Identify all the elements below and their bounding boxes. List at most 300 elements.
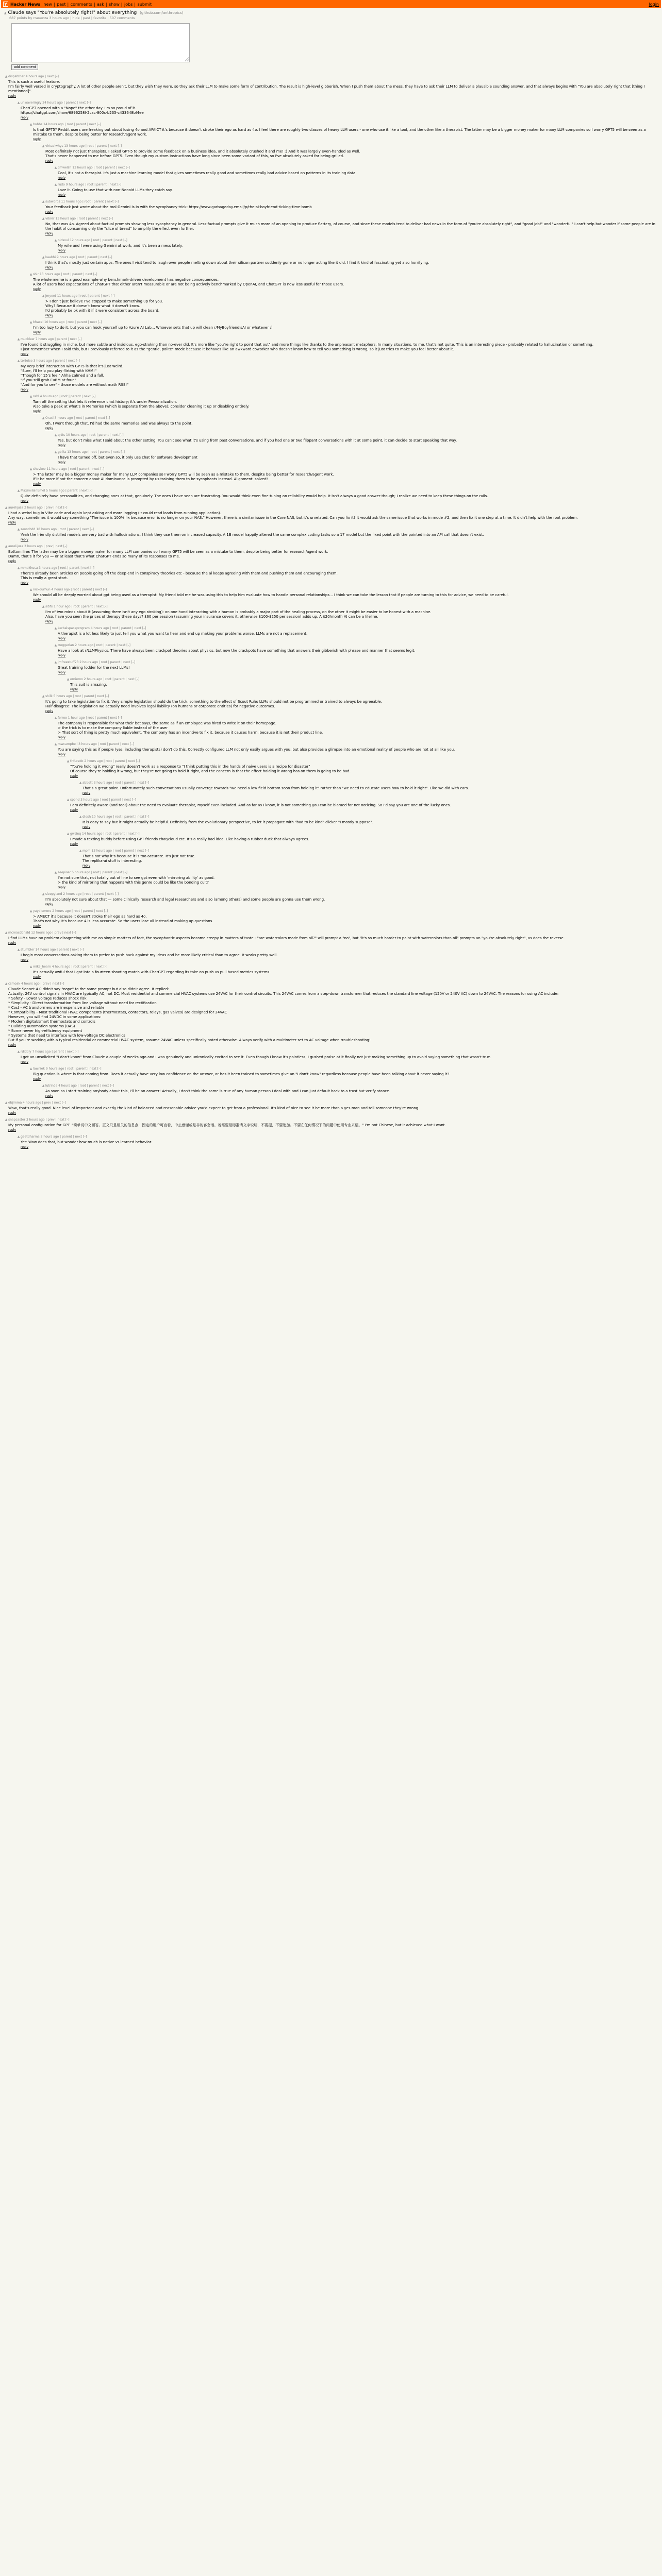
- comment: [4, 73, 658, 99]
- upvote-icon[interactable]: ▲: [42, 605, 45, 608]
- reply-link[interactable]: reply: [58, 444, 66, 447]
- upvote-icon[interactable]: ▲: [5, 545, 8, 548]
- comment-meta[interactable]: shilk 5 hours ago | root | parent | next [–]: [45, 694, 109, 698]
- reply-link[interactable]: reply: [45, 903, 54, 906]
- comment-text: That's a great point. Unfortunately such conversations usually converge towards "we need a low field bottom soon from holding it" rather than "we need to educate users how to hold it right". Like we did with cars.: [82, 786, 469, 790]
- upvote-icon[interactable]: ▲: [17, 489, 20, 493]
- comment: [4, 1116, 658, 1133]
- comment-body: [45, 605, 658, 623]
- nav-ask[interactable]: ask: [97, 2, 104, 7]
- reply-link[interactable]: reply: [70, 842, 78, 846]
- upvote-icon[interactable]: ▲: [5, 506, 8, 510]
- comment-body: [33, 273, 658, 291]
- comment-meta[interactable]: yaydlemore 2 hours ago | root | parent | next [–]: [33, 909, 108, 913]
- comment: [4, 181, 658, 198]
- story-domain[interactable]: (github.com/anthropics): [140, 11, 184, 15]
- comment-text: My personal configuration for GPT: "简单说中文回答。正文只是相关的信息点，固定的用户可查看，中止感谢或是非的客套话。若需要最标准请文字说明，不要提，不要追加。不要在任何情况下的问题中使用专业术语。" I'm not Chinese, but it achieved what I want.: [8, 1123, 446, 1127]
- reply-link[interactable]: reply: [21, 499, 29, 503]
- upvote-icon[interactable]: ▲: [54, 450, 57, 454]
- comment-meta[interactable]: erniemo 2 hours ago | root | parent | next [–]: [70, 677, 140, 681]
- comment: [4, 319, 658, 336]
- comment-meta[interactable]: bhaxel 10 hours ago | root | parent | next [–]: [33, 320, 102, 324]
- comment-body: [21, 566, 658, 585]
- upvote-icon[interactable]: ▲: [5, 1118, 8, 1122]
- upvote-icon[interactable]: ▲: [79, 815, 82, 819]
- comment-meta[interactable]: shevkov 11 hours ago | root | parent | next [–]: [33, 467, 105, 471]
- upvote-icon[interactable]: ▲: [29, 588, 32, 591]
- reply-link[interactable]: reply: [8, 1128, 16, 1132]
- nav-separator: |: [121, 2, 123, 7]
- upvote-icon[interactable]: ▲: [29, 1067, 32, 1071]
- comment-meta[interactable]: qrtts 10 hours ago | root | parent | next [–]: [58, 433, 124, 437]
- comment-body: [21, 359, 658, 392]
- comment: [4, 908, 658, 929]
- comment: [4, 715, 658, 741]
- upvote-icon[interactable]: ▲: [5, 1101, 8, 1105]
- comment: [4, 741, 658, 758]
- reply-link[interactable]: reply: [82, 791, 91, 795]
- reply-link[interactable]: reply: [58, 753, 66, 756]
- comment-text: Quite definitely have personalities, and changing ones at that, genuinely. The ones I have seen are frustrating. You would think even fine-tuning on reliability would help. It isn't always a good answer though; I realize we need to keep these things on the rails.: [21, 494, 488, 498]
- comment-meta[interactable]: sitifs 1 hour ago | root | parent | next [–]: [45, 605, 108, 608]
- comment-text: Wow, that's really good. Nice level of important and exactly the kind of balanced and reasonable advice you'd expect to get from a professional. It's kind of nice to see it be more than a yes-man and tell someone they're wrong.: [8, 1106, 420, 1110]
- comment-meta[interactable]: aurelijusa 2 hours ago | prev | next [–]: [8, 506, 68, 510]
- comment-meta[interactable]: mmakhusa 3 hours ago | root | parent | next [–]: [21, 566, 94, 570]
- comment-body: [45, 200, 658, 214]
- comment-meta[interactable]: mcmacdonald 12 hours ago | prev | next [–]: [8, 931, 76, 935]
- comment-text: I begin most conversations asking them to prefer to push back against my ideas and be more likely critical than to agree. It works pretty well.: [21, 953, 278, 957]
- comment-text: Bottom line: The latter may be a bigger money maker for many LLM companies so I worry GPT5 will be seen as a mistake to them, despite being better for research/agent work. Damn, that's it for you — or at least that's what ChatGPT ends so many of its responses to me.: [8, 550, 328, 558]
- top-bar: [1, 0, 661, 8]
- upvote-icon[interactable]: ▲: [54, 871, 57, 874]
- comment-text: Claude Sonnet 4.0 didn't say "nope" to the same prompt but also didn't agree. It replied: Actually, 24V control signals in HVAC are typically AC, not DC. Most residential and commercial HVAC systems use 24VAC for their control circuits. This 24VAC comes from a step-down transformer that reduces the standard line voltage (120V or 240V AC) down to 24VAC. The reasons for using AC include: * Safety - Lower voltage reduces shock risk * Simplicity - Direct transformation from line voltage without need for rectification * Cost - AC transformers are inexpensive and reliable * Compatibility - Most traditional HVAC components (thermostats, contactors, relays, gas valves) are designed for 24VAC However, you will find 24VDC in some applications: * Modern digital/smart thermostats and controls * Building automation systems (BAS) * Some newer high-efficiency equipment * Systems that need to interface with low-voltage DC electronics But if you're working with a typical residential or commercial HVAC system, assume 24VAC unless specifically noted otherwise. Always verify with a multimeter set to AC voltage when troubleshooting!: [8, 987, 559, 1042]
- comment-text: It is easy to say but it might actually be helpful. Definitely from the evolutionary perspective, to let it propagate with "bad to be kind" clicker "I mostly suppose".: [82, 820, 373, 824]
- comment-text: Yet: Wow does that, but wonder how much is native vs learned behavior.: [21, 1140, 152, 1144]
- comment: [4, 796, 658, 814]
- nav-jobs[interactable]: jobs: [124, 2, 133, 7]
- nav-separator: |: [67, 2, 69, 7]
- upvote-icon[interactable]: ▲: [29, 320, 32, 324]
- comment: [4, 642, 658, 659]
- comment-body: [8, 75, 658, 98]
- upvote-icon[interactable]: ▲: [67, 677, 70, 681]
- upvote-icon[interactable]: ▲: [29, 965, 32, 969]
- comment-meta[interactable]: mpm 13 hours ago | root | parent | next [–]: [82, 849, 149, 853]
- reply-link[interactable]: reply: [58, 461, 66, 464]
- reply-link[interactable]: reply: [70, 808, 78, 812]
- nav-separator: |: [93, 2, 95, 7]
- reply-link[interactable]: reply: [33, 410, 41, 413]
- comment-text: No, that was 4o. Agreed about factual prompts showing less sycophancy in general. Less-factual prompts give it much more of an opening to produce flattery, of course, and since these models tend to deliver bad news in the form of "you're absolutely right", and "good job!" and "wonderful" I can't help but wonder if some people are in the habit of consuming only the "slice of bread" to amplify the effect even further.: [45, 222, 657, 231]
- comment-text: A therapist is a lot less likely to just tell you what you want to hear and end up making your problems worse. LLMs are not a replacement.: [58, 632, 308, 636]
- upvote-icon[interactable]: ▲: [67, 759, 70, 763]
- comment: [4, 336, 658, 358]
- comment-body: [45, 294, 658, 317]
- comment-body: [33, 123, 658, 141]
- reply-link[interactable]: reply: [8, 94, 16, 98]
- comment-text: Yes, but don't miss what I said about the other setting. You can't see what it's using from past conversations, and if you had one or two flippant conversations with it at some point, it can decide to start speaking that way.: [58, 438, 457, 443]
- comment-meta[interactable]: shir 13 hours ago | root | parent | next [–]: [33, 273, 97, 276]
- comment-body: [33, 909, 658, 928]
- upvote-icon[interactable]: ▲: [17, 566, 20, 570]
- comment-text: Is that GPT5? Reddit users are freaking out about losing 4o and AFAICT it's because it doesn't stroke their ego as hard as 4o. I feel there are roughly two classes of heavy LLM users - one who use it like a tool, and the other like a therapist. The latter may be a bigger money maker for many LLM companies so I worry GPT5 will be seen as a mistake to them, despite being better for research/agent work.: [33, 128, 647, 137]
- comment-body: [45, 217, 658, 235]
- comment-meta[interactable]: sleepyland 2 hours ago | root | parent | next [–]: [45, 892, 119, 896]
- reply-link[interactable]: reply: [45, 210, 54, 214]
- comment: [4, 393, 658, 415]
- upvote-icon[interactable]: ▲: [17, 1050, 20, 1054]
- upvote-icon[interactable]: ▲: [54, 643, 57, 647]
- comment-body: [33, 467, 658, 486]
- reply-link[interactable]: reply: [45, 159, 54, 163]
- upvote-icon[interactable]: ▲: [29, 273, 32, 276]
- comment-meta[interactable]: gblitz 13 hours ago | root | parent | next [–]: [58, 450, 125, 454]
- comment-meta[interactable]: jmfreestuff23 2 hours ago | root | parent | next [–]: [58, 660, 136, 664]
- comment: [4, 254, 658, 271]
- comment-body: [21, 528, 658, 541]
- upvote-icon[interactable]: ▲: [54, 166, 57, 170]
- upvote-icon[interactable]: ▲: [17, 359, 20, 363]
- comment-meta[interactable]: rdiddly 7 hours ago | parent | next [–]: [21, 1050, 79, 1054]
- comment-body: [8, 931, 658, 945]
- upvote-icon[interactable]: ▲: [42, 200, 45, 204]
- comment-text: I got an unsolicited "I don't know" from Claude a couple of weeks ago and I was genuinely and unironically excited to see it. Even though I know it's pointless, I gushed praise at it finally not just making something up to avoid saying something that wasn't true.: [21, 1055, 491, 1059]
- comment-body: [8, 1118, 658, 1132]
- upvote-icon[interactable]: ▲: [79, 781, 82, 785]
- comment-text: This is such a useful feature. I'm fairly well versed in cryptography. A lot of other people aren't, but they wish they were, so they ask their LLM to make some form of contribution. The result is high-level gibberish. When I push them about the mess, they have to ask their LLM to deliver a plausible sounding answer, and that always begins with "You are absolutely right that [thing I mentioned]".: [8, 80, 645, 93]
- comment-body: [8, 506, 658, 524]
- comment-body: [33, 1067, 658, 1081]
- upvote-icon[interactable]: ▲: [42, 256, 45, 259]
- comment-text: I find LLMs have no problem disagreeing with me on simple matters of fact, the sycophantic aspects become creepy in matters of taste - "are watercolors made from oil?" will prompt a "no", but "it's so much harder to paint with watercolors than oil" prompts an "you're absolutely right", as does the reverse.: [8, 936, 565, 940]
- comment-body: [58, 626, 658, 640]
- comment-body: [82, 849, 658, 868]
- comment-body: [58, 643, 658, 657]
- comment: [4, 1133, 658, 1150]
- reply-link[interactable]: reply: [70, 774, 78, 778]
- comment-meta[interactable]: stumbler 14 hours ago | parent | next [–]: [21, 948, 84, 952]
- comment: [4, 99, 658, 121]
- upvote-icon[interactable]: ▲: [4, 11, 7, 15]
- reply-link[interactable]: reply: [21, 352, 29, 356]
- comment-text: I'm not sure that, not totally out of line to see gpt even with 'mirroring ability' as good. > the kind of mirroring that happens with this genre could be like the bonding cult?: [58, 876, 215, 885]
- comment: [4, 432, 658, 449]
- upvote-icon[interactable]: ▲: [17, 1135, 20, 1139]
- comment-meta[interactable]: ferroo 1 hour ago | root | parent | next [–]: [58, 716, 122, 720]
- reply-link[interactable]: reply: [21, 1145, 29, 1149]
- comment: [4, 676, 658, 693]
- reply-link[interactable]: reply: [8, 560, 16, 563]
- upvote-icon[interactable]: ▲: [54, 433, 57, 437]
- story-title[interactable]: Claude says "You're absolutely right!" about everything: [8, 10, 137, 15]
- upvote-icon[interactable]: ▲: [5, 931, 8, 935]
- reply-link[interactable]: reply: [58, 886, 66, 889]
- comment-body: [21, 1135, 658, 1149]
- reply-link[interactable]: reply: [33, 482, 41, 486]
- comment-meta[interactable]: rahl 4 hours ago | root | parent | next [–]: [33, 395, 96, 398]
- comment-meta[interactable]: abbott 3 hours ago | root | parent | next [–]: [82, 781, 150, 785]
- comment-meta[interactable]: geetdharma 2 hours ago | parent | next [–]: [21, 1135, 87, 1139]
- reply-link[interactable]: reply: [45, 427, 54, 430]
- reply-link[interactable]: reply: [45, 620, 54, 623]
- upvote-icon[interactable]: ▲: [29, 909, 32, 913]
- comment-body: [82, 781, 658, 795]
- comment: [4, 466, 658, 487]
- upvote-icon[interactable]: ▲: [42, 217, 45, 221]
- comment-text: Turn off the setting that lets it reference chat history; it's under Personalization. Also take a peek at what's in Memories (which is separate from the above); consider cleaning it up or disabling entirely.: [33, 400, 250, 409]
- comment-text: Big question is where is that coming from. Does it actually have very low confidence on the answer, or has it been trained to sometimes give an "I don't know" regardless because people have been talking about it never saying it?: [33, 1072, 450, 1076]
- upvote-icon[interactable]: ▲: [54, 742, 57, 746]
- comment-meta[interactable]: rudo 9 hours ago | root | parent | next [–]: [58, 183, 122, 187]
- reply-link[interactable]: reply: [33, 598, 41, 602]
- comment: [4, 946, 658, 963]
- comment-text: > The latter may be a bigger money maker for many LLM companies so I worry GPT5 will be seen as a mistake to them, despite being better for research/agent work. If it be more if not the concern about AI dominance is prompted by us training them to be sycophants instead. Alignment: solved!: [33, 472, 334, 481]
- comment: [4, 449, 658, 466]
- comment-meta[interactable]: thfuredo 2 hours ago | root | parent | next [–]: [70, 759, 140, 763]
- comment-meta[interactable]: MaximilianEmel 5 hours ago | parent | next [–]: [21, 489, 93, 493]
- comment: [4, 929, 658, 946]
- upvote-icon[interactable]: ▲: [54, 183, 57, 187]
- comment-body: [58, 183, 658, 197]
- comment-meta[interactable]: cmwelsh 13 hours ago | root | parent | next [–]: [58, 166, 130, 170]
- comment-meta[interactable]: subwords 11 hours ago | root | parent | next [–]: [45, 200, 119, 204]
- nav-separator: |: [53, 2, 55, 7]
- reply-link[interactable]: reply: [58, 654, 66, 657]
- upvote-icon[interactable]: ▲: [67, 798, 70, 802]
- upvote-icon[interactable]: ▲: [67, 832, 70, 836]
- reply-link[interactable]: reply: [33, 331, 41, 334]
- comment: [4, 963, 658, 980]
- upvote-icon[interactable]: ▲: [5, 982, 8, 986]
- reply-link[interactable]: reply: [58, 249, 66, 252]
- reply-link[interactable]: reply: [70, 688, 78, 691]
- comment-body: [33, 588, 658, 602]
- upvote-icon[interactable]: ▲: [42, 294, 45, 298]
- reply-link[interactable]: reply: [8, 1111, 16, 1115]
- comment-meta[interactable]: csmoak 4 hours ago | prev | next [–]: [8, 982, 64, 986]
- comment-text: Love it. Going to use that with non-Nonoid LLMs they catch say.: [58, 188, 173, 192]
- reply-link[interactable]: reply: [8, 521, 16, 524]
- comment-text: The whole meme is a good example why benchmark-driven development has negative consequences. A lot of users had expectations of ChatGPT that either aren't measurable or are not being actively benchmarked by OpenAI, and ChatGPT is now less useful for those users.: [33, 278, 344, 286]
- comment-text: Cool, it's not a therapist. It's just a machine learning model that gives sometimes really good and sometimes really bad advice based on patterns in its training data.: [58, 171, 357, 175]
- comment-body: [33, 395, 658, 413]
- comment-meta[interactable]: virtualwhys 13 hours ago | root | parent | next [–]: [45, 144, 122, 148]
- reply-link[interactable]: reply: [33, 924, 41, 928]
- comment-meta[interactable]: lawniek 9 hours ago | root | parent | next [–]: [33, 1067, 102, 1071]
- reply-link[interactable]: reply: [58, 671, 66, 674]
- comment-meta[interactable]: ebjimma 4 hours ago | prev | next [–]: [8, 1101, 66, 1105]
- comment: [4, 198, 658, 215]
- comment-body: [58, 166, 658, 180]
- upvote-icon[interactable]: ▲: [29, 395, 32, 398]
- comment-thread: [1, 71, 661, 1153]
- comment: [4, 891, 658, 908]
- comment-text: > I don't just believe I've stopped to make something up for you. Why? Because it doesn't know what it doesn't know. I'd probably be ok with it if it were consistent across the board.: [45, 299, 163, 313]
- site-title[interactable]: Hacker News: [10, 2, 41, 7]
- reply-link[interactable]: reply: [33, 975, 41, 979]
- upvote-icon[interactable]: ▲: [42, 416, 45, 420]
- reply-link[interactable]: reply: [8, 941, 16, 945]
- reply-link[interactable]: reply: [58, 736, 66, 739]
- comment-meta[interactable]: dispatcher 4 hours ago | next [–]: [8, 75, 59, 78]
- nav-separator: |: [105, 2, 107, 7]
- reply-link[interactable]: reply: [33, 1077, 41, 1081]
- comment-text: I made a texting buddy before using GPT friends chat/cloud etc. It's a really bad idea. Like having a rubber duck that always agrees.: [70, 837, 309, 841]
- comment-form: [11, 23, 658, 70]
- upvote-icon[interactable]: ▲: [42, 144, 45, 148]
- reply-link[interactable]: reply: [33, 287, 41, 291]
- nav-past[interactable]: past: [57, 2, 66, 7]
- upvote-icon[interactable]: ▲: [42, 694, 45, 698]
- comment-meta[interactable]: zeuschdd 18 hours ago | root | parent | next [–]: [21, 528, 94, 531]
- comment-body: [70, 798, 658, 812]
- comment-body: [21, 101, 658, 120]
- comment: [4, 237, 658, 254]
- comment-meta[interactable]: nickdurhun 4 hours ago | root | parent | next [–]: [33, 588, 107, 591]
- comment-text: We should all be deeply worried about gpt being used as a therapist. My friend told me he was using this to help him evaluate how to handle personal relationships... I think we can take the lesson that if people are turning to this for advice, we need to be careful.: [33, 593, 509, 597]
- comment-meta[interactable]: mucklew 7 hours ago | parent | next [–]: [21, 337, 82, 341]
- comment-body: [21, 1050, 658, 1064]
- upvote-icon[interactable]: ▲: [79, 849, 82, 853]
- comment-text: My very brief interaction with GPT5 is that it's just weird. "Sure, I'll help you play flirting with KHM!" "Though for 15's fee," Ahha calmed and a fall. "If you still grab EuRM at four." "And for you to see" - those models are without math RSS!": [21, 364, 129, 387]
- comment-text: I'm absolutely not sure about that — some clinically research and legal researchers and also (among others) and some people are gonna use them wrong.: [45, 897, 325, 902]
- comment-text: That's not why it's because it is too accurate. It's just not true. The replika-ai stuff is interesting.: [82, 854, 195, 863]
- comment: [4, 693, 658, 715]
- comment-text: Oh, I went through that. I'd had the same memories and was always to the point.: [45, 421, 193, 426]
- comment-meta[interactable]: kaabhi 9 hours ago | root | parent | next [–]: [45, 256, 112, 259]
- comment: [4, 603, 658, 625]
- upvote-icon[interactable]: ▲: [17, 101, 20, 105]
- comment-text: You are saying this as if people (yes, including therapists) don't do this. Correctly configured LLM not only easily argues with you, but also provides a glimpse into an emotional reality of people who are not at all like you.: [58, 748, 455, 752]
- comment: [4, 526, 658, 543]
- comment-body: [58, 716, 658, 739]
- reply-link[interactable]: reply: [45, 709, 54, 713]
- comment-text: I have that turned off, but even so, it only use chat for software development: [58, 455, 198, 460]
- comment-meta[interactable]: aurelijusa 3 hours ago | prev | next [–]: [8, 545, 68, 548]
- comment: [4, 415, 658, 432]
- reply-link[interactable]: reply: [21, 388, 29, 392]
- reply-link[interactable]: reply: [33, 138, 41, 141]
- comment-meta[interactable]: mike_hearn 4 hours ago | root | parent | next [–]: [33, 965, 108, 969]
- nav-separator: |: [134, 2, 136, 7]
- upvote-icon[interactable]: ▲: [42, 892, 45, 896]
- comment-text: "You're holding it wrong" really doesn't work as a response to "I think putting this in the hands of naive users is a recipe for disaster" Of course they're holding it wrong, but they're not going to hold it right, and the concern is that the effect holding it wrong has on them is going to be bad.: [70, 765, 351, 773]
- comment-meta[interactable]: bobbs 14 hours ago | root | parent | next [–]: [33, 123, 101, 126]
- comment-body: [8, 1101, 658, 1115]
- nav-comments[interactable]: comments: [70, 2, 92, 7]
- comment: [4, 831, 658, 848]
- reply-link[interactable]: reply: [45, 1094, 54, 1098]
- comment-meta[interactable]: treggerlan 2 hours ago | root | parent | next [–]: [58, 643, 130, 647]
- comment-body: [21, 337, 658, 356]
- comment-meta[interactable]: vibrer 13 hours ago | root | parent | next [–]: [45, 217, 113, 221]
- reply-link[interactable]: reply: [21, 116, 29, 120]
- upvote-icon[interactable]: ▲: [54, 239, 57, 242]
- comment-meta[interactable]: kerbalspaceprogram 4 hours ago | root | parent | next [–]: [58, 626, 146, 630]
- comment-meta[interactable]: spond 3 hours ago | root | parent | next [–]: [70, 798, 136, 802]
- site-logo[interactable]: Y: [3, 2, 8, 7]
- upvote-icon[interactable]: ▲: [17, 948, 20, 952]
- reply-link[interactable]: reply: [21, 1060, 29, 1064]
- comment-text: I think that's mostly just certain apps. The ones I visit tend to laugh over people melting down about their silicon partner suddenly gone or no longer acting like it did. I find it kind of fascinating yet also horrifying.: [45, 261, 429, 265]
- nav-new[interactable]: new: [43, 2, 52, 7]
- reply-link[interactable]: reply: [45, 232, 54, 235]
- comment-meta[interactable]: lutrinde 4 hours ago | root | parent | next [–]: [45, 1084, 114, 1088]
- reply-link[interactable]: reply: [21, 581, 29, 585]
- comment-textarea[interactable]: [11, 23, 190, 62]
- upvote-icon[interactable]: ▲: [42, 1084, 45, 1088]
- upvote-icon[interactable]: ▲: [17, 337, 20, 341]
- nav-submit[interactable]: submit: [137, 2, 152, 7]
- comment-body: [70, 759, 658, 778]
- comment-text: It's going to take legislation to fix it. Very simple legislation should do the trick, something to the effect of Scout Rule: LLMs should not be programmed or trained to always be agreeable. Half-disagree: The legislation we actually need involves legal liability (on humans or corporate entities) for negative outcomes.: [45, 700, 382, 708]
- upvote-icon[interactable]: ▲: [17, 528, 20, 531]
- comment-body: [33, 320, 658, 334]
- comment-text: ChatGPT opened with a "Nope" the other day. I'm so proud of it. https://chatgpt.com/share/6896258f-2cac-800c-b235-c433648bf4ee: [21, 106, 144, 115]
- comment-meta[interactable]: unwaveringly 24 hours ago | parent | next [–]: [21, 101, 91, 105]
- comment: [4, 543, 658, 565]
- comment-meta[interactable]: tortoise 3 hours ago | parent | next [–]: [21, 359, 80, 363]
- reply-link[interactable]: reply: [45, 266, 54, 269]
- comment-body: [58, 660, 658, 674]
- comment-meta[interactable]: Oracl 3 hours ago | root | parent | next [–]: [45, 416, 110, 420]
- comment-text: This suit is amazing.: [70, 683, 107, 687]
- reply-link[interactable]: reply: [58, 176, 66, 180]
- comment-meta[interactable]: oldsoul 12 hours ago | root | parent | next [–]: [58, 239, 127, 242]
- comment-meta[interactable]: snapcaster 3 hours ago | prev | next [–]: [8, 1118, 70, 1122]
- comment: [4, 487, 658, 504]
- reply-link[interactable]: reply: [82, 825, 91, 829]
- comment-text: Have a look at r/LLMPhysics. There have always been crackpot theories about physics, but now the crackpots have something that answers their gibberish with phrase and manner that seems legit.: [58, 649, 416, 653]
- reply-link[interactable]: reply: [21, 958, 29, 962]
- upvote-icon[interactable]: ▲: [29, 123, 32, 126]
- nav-show[interactable]: show: [109, 2, 120, 7]
- comment-body: [8, 545, 658, 563]
- comment-meta[interactable]: diosh 10 hours ago | root | parent | next [–]: [82, 815, 150, 819]
- comment-meta[interactable]: mwcampbell 3 hours ago | root | parent | next [–]: [58, 742, 134, 746]
- upvote-icon[interactable]: ▲: [5, 75, 8, 78]
- comment-text: I'm too lazy to do it, but you can hook yourself up to Azure AI Lab... Whoever sets that up will clean r/MyBoyfriendIsAI or whatever :): [33, 326, 273, 330]
- story-title-row: [4, 10, 658, 15]
- page: [1, 0, 661, 1153]
- comment-text: I'm of two minds about it (assuming there isn't any ego stroking): on one hand interacting with a human is probably a major part of the healing process, on the other it might be easier to be honest with a machine. Also, have you seen the prices of therapy these days? $60 per session (assuming your insurance covers it, otherwise $100-$250 per session) adds up. A $20/month AI can be a lifeline.: [45, 610, 432, 619]
- reply-link[interactable]: reply: [8, 1043, 16, 1047]
- comment-body: [45, 1084, 658, 1098]
- reply-link[interactable]: reply: [21, 538, 29, 541]
- reply-link[interactable]: reply: [58, 193, 66, 197]
- upvote-icon[interactable]: ▲: [29, 467, 32, 471]
- comment-meta[interactable]: seepiser 5 hours ago | root | parent | next [–]: [58, 871, 127, 874]
- comment-body: [45, 256, 658, 269]
- comment-body: [8, 982, 658, 1047]
- comment: [4, 1048, 658, 1065]
- comment-meta[interactable]: gwsinq 14 hours ago | root | parent | next [–]: [70, 832, 140, 836]
- comment-body: [58, 433, 658, 447]
- upvote-icon[interactable]: ▲: [54, 716, 57, 720]
- reply-link[interactable]: reply: [45, 314, 54, 317]
- upvote-icon[interactable]: ▲: [54, 660, 57, 664]
- comment-text: Most definitely not just therapists. I asked GPT-5 to provide some feedback on a business idea, and it absolutely crushed it and me! :) And it was largely even-handed as well. That's never happened to me before GPT5. Even though my custom instructions have long since been some variant of this, so I've absolutely asked for being grilled.: [45, 149, 360, 158]
- comment: [4, 980, 658, 1048]
- comment-body: [58, 239, 658, 252]
- login-link[interactable]: login: [649, 2, 659, 7]
- reply-link[interactable]: reply: [58, 637, 66, 640]
- comment-meta[interactable]: jmyeet 11 hours ago | root | parent | next [–]: [45, 294, 115, 298]
- comment-text: I've found it struggling in niche, but more subtle and insidious, ego-stroking than no-ever did. It's more like "you're right to point that out" and more things like thanks to the unpleasant metaphors. In many situations, to me, that's not quite. This is an interesting piece - probably related to hallucination or something. I just remember when I said this, but I previously referred to it as the "gentle, polite" mode because it behaves like an awkward coworker who doesn't know how to tell you something is wrong, so it just tries to make you feel better about it.: [21, 343, 593, 351]
- upvote-icon[interactable]: ▲: [54, 626, 57, 630]
- add-comment-button[interactable]: add comment: [11, 64, 38, 70]
- reply-link[interactable]: reply: [82, 864, 91, 868]
